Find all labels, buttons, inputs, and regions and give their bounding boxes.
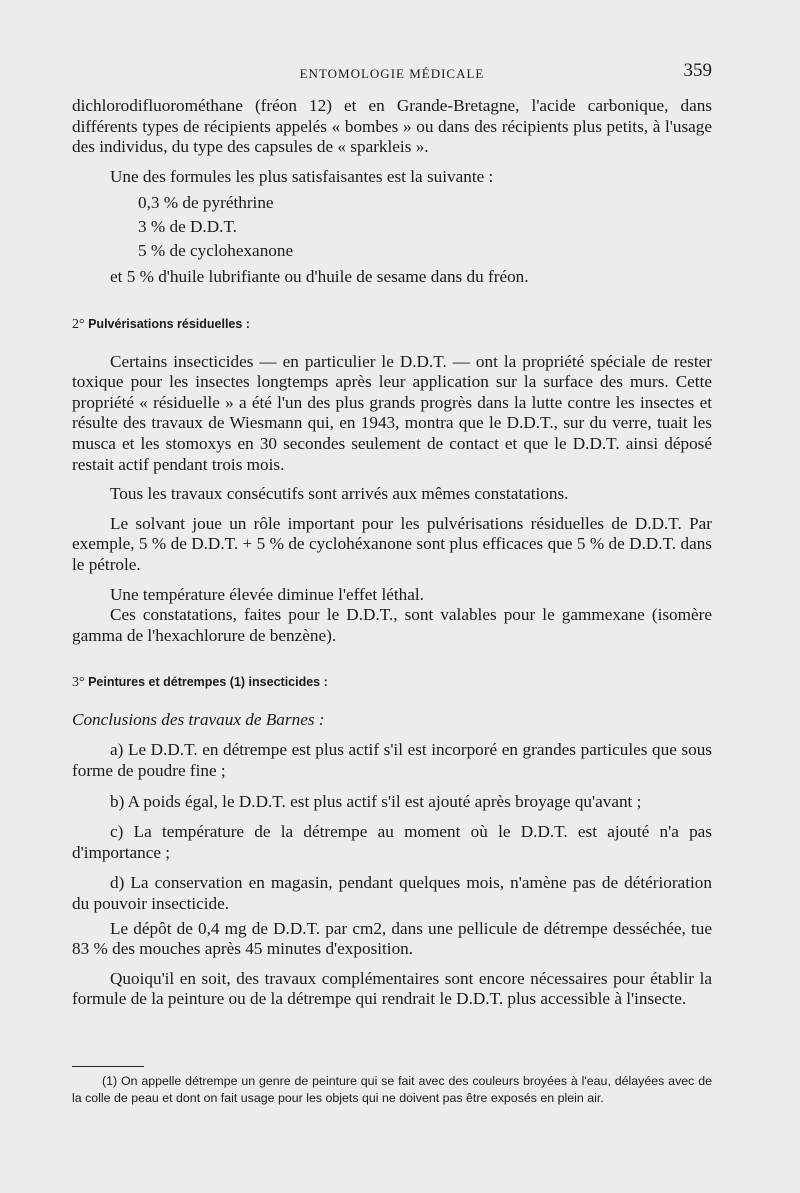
page-header xyxy=(72,60,712,86)
paragraph: Certains insecticides — en particulier le D.D.T. — ont la propriété spéciale de rester toxique pour les insectes longtemps après leur application sur la surface des murs. Cette propriété « résiduelle » a été l'un des plus grands progrès dans la lutte contre les insectes et résulte des travaux de Wiesmann qui, en 1943, montra que le D.D.T., sur du verre, tuait les musca et les stomoxys en 30 secondes seulement de contact et que le D.D.T. ainsi déposé restait actif pendant trois mois. xyxy=(72,351,712,474)
section-2-heading xyxy=(72,314,712,336)
formula-line: 0,3 % de pyréthrine xyxy=(138,193,274,213)
section-2-title: Pulvérisations résiduelles : xyxy=(88,316,250,331)
list-item: a) Le D.D.T. en détrempe est plus actif s'il est incorporé en grandes particules que sous forme de poudre fine ; xyxy=(72,740,712,781)
paragraph: Le solvant joue un rôle important pour les pulvérisations résiduelles de D.D.T. Par exemple, 5 % de D.D.T. + 5 % de cyclohéxanone sont plus efficaces que 5 % de D.D.T. dans le pétrole. xyxy=(72,513,712,574)
list-item: d) La conservation en magasin, pendant quelques mois, n'amène pas de détérioration du pouvoir insecticide. xyxy=(72,873,712,914)
formula-list xyxy=(138,191,712,263)
paragraph: Ces constatations, faites pour le D.D.T., sont valables pour le gammexane (isomère gamma de l'hexachlorure de benzène). xyxy=(72,605,712,645)
list-item: b) A poids égal, le D.D.T. est plus actif s'il est ajouté après broyage qu'avant ; xyxy=(110,791,642,811)
formula-line: 3 % de D.D.T. xyxy=(138,217,237,237)
intro-continuation: dichlorodifluorométhane (fréon 12) et en Grande-Bretagne, l'acide carbonique, dans différents types de récipients appelés « bombes » ou dans des récipients plus petits, à l'usage des individus, du type des capsules de « sparkleis ». xyxy=(72,96,712,157)
running-title: ENTOMOLOGIE MÉDICALE xyxy=(299,66,485,81)
list-item: c) La température de la détrempe au moment où le D.D.T. est ajouté n'a pas d'importance ; xyxy=(72,822,712,862)
formula-intro: Une des formules les plus satisfaisantes est la suivante : xyxy=(110,166,494,186)
footnote-rule xyxy=(72,1066,144,1067)
paragraph: Le dépôt de 0,4 mg de D.D.T. par cm2, dans une pellicule de détrempe desséchée, tue 83 % des mouches après 45 minutes d'exposition. xyxy=(72,918,712,959)
section-3-title: Peintures et détrempes (1) insecticides : xyxy=(88,675,328,690)
section-3-heading xyxy=(72,672,712,694)
paragraph: Tous les travaux consécutifs sont arrivés aux mêmes constatations. xyxy=(110,484,569,504)
formula-tail: et 5 % d'huile lubrifiante ou d'huile de sesame dans du fréon. xyxy=(110,267,529,287)
section-2-number: 2° xyxy=(72,316,85,332)
footnote-text: (1) On appelle détrempe un genre de peinture qui se fait avec des couleurs broyées à l'eau, délayées avec de la colle de peau et dont on fait usage pour les objets qui ne doivent pas être exposés en plein air. xyxy=(72,1074,712,1105)
footnote xyxy=(72,1073,712,1106)
page-number: 359 xyxy=(683,60,712,81)
section-3-number: 3° xyxy=(72,675,85,691)
section-3-subheading: Conclusions des travaux de Barnes : xyxy=(72,709,325,729)
formula-line: 5 % de cyclohexanone xyxy=(138,241,294,261)
paragraph: Quoiqu'il en soit, des travaux complémentaires sont encore nécessaires pour établir la formule de la peinture ou de la détrempe qui rendrait le D.D.T. plus accessible à l'insecte. xyxy=(72,968,712,1009)
paragraph: Une température élevée diminue l'effet léthal. xyxy=(110,584,424,604)
page-body xyxy=(72,96,712,1010)
